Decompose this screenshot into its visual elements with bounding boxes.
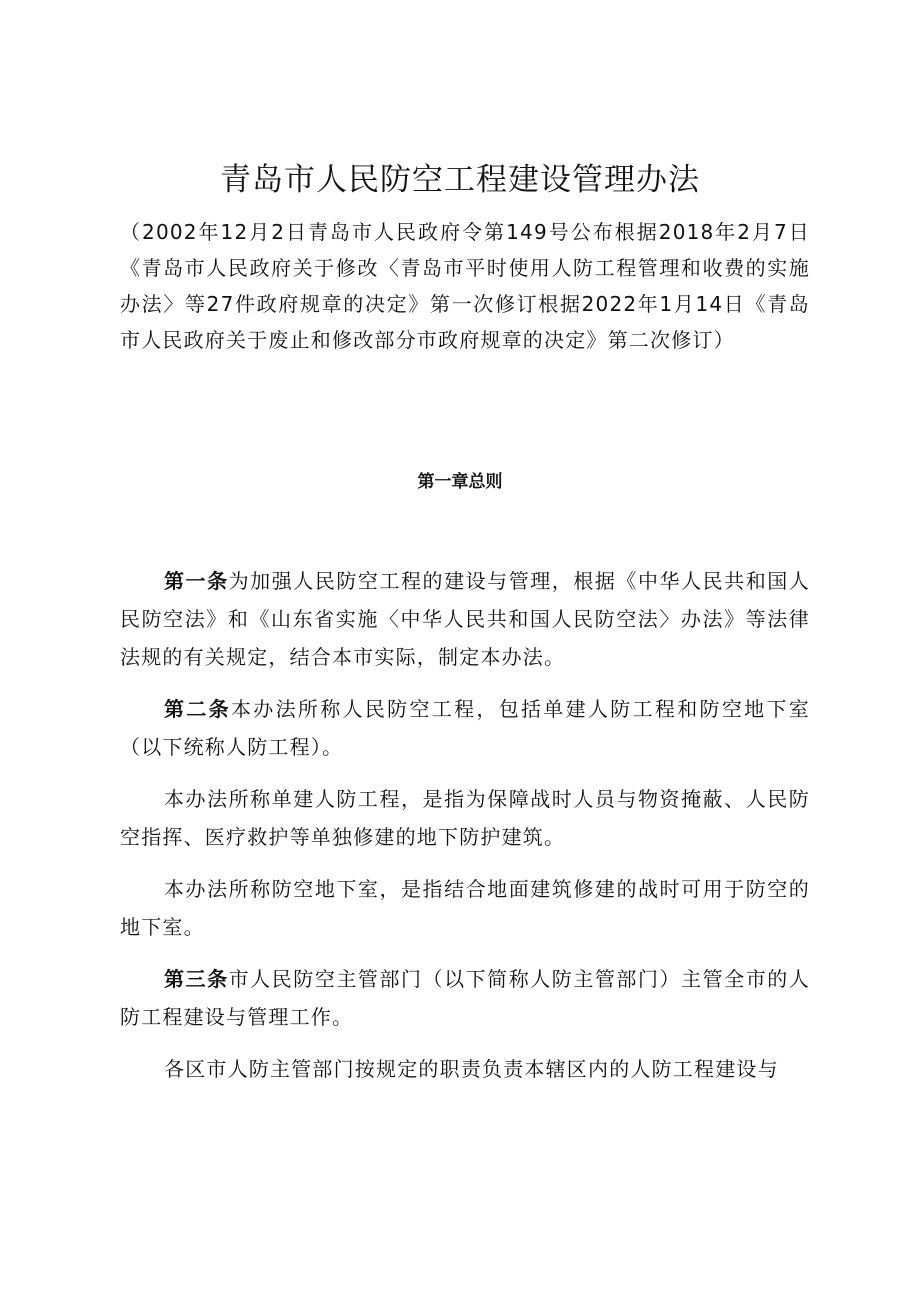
article-3-paragraph — [120, 960, 810, 1036]
document-title: 青岛市人民防空工程建设管理办法 — [220, 162, 700, 198]
article-label: 第一条 — [164, 569, 229, 593]
chapter-heading: 第一章总则 — [417, 472, 503, 492]
article-label: 第二条 — [164, 697, 231, 721]
article-label: 第三条 — [164, 967, 229, 991]
article-2-paragraph — [120, 690, 810, 766]
document-body — [120, 562, 810, 1102]
document-subtitle: （2002年12月2日青岛市人民政府令第149号公布根据2018年2月7日《青岛市人民政府关于修改〈青岛市平时使用人防工程管理和收费的实施办法〉等27件政府规章的决定》第一次修订根据2022年1月14日《青岛市人民政府关于废止和修改部分市政府规章的决定》第二次修订） — [120, 220, 810, 352]
article-text: 各区市人防主管部门按规定的职责负责本辖区内的人防工程建设与 — [164, 1057, 779, 1081]
article-text: 市人民防空主管部门（以下简称人防主管部门）主管全市的人防工程建设与管理工作。 — [120, 967, 810, 1029]
article-text: 本办法所称人民防空工程，包括单建人防工程和防空地下室（以下统称人防工程）。 — [120, 697, 810, 759]
article-text: 为加强人民防空工程的建设与管理，根据《中华人民共和国人民防空法》和《山东省实施〈中华人民共和国人民防空法〉办法》等法律法规的有关规定，结合本市实际，制定本办法。 — [120, 569, 810, 669]
article-text: 本办法所称单建人防工程，是指为保障战时人员与物资掩蔽、人民防空指挥、医疗救护等单独修建的地下防护建筑。 — [120, 787, 810, 849]
article-2-definition-paragraph — [120, 780, 810, 856]
article-3-district-paragraph — [120, 1050, 810, 1088]
article-text: 本办法所称防空地下室，是指结合地面建筑修建的战时可用于防空的地下室。 — [120, 877, 810, 939]
article-2-basement-paragraph — [120, 870, 810, 946]
article-1-paragraph — [120, 562, 810, 676]
